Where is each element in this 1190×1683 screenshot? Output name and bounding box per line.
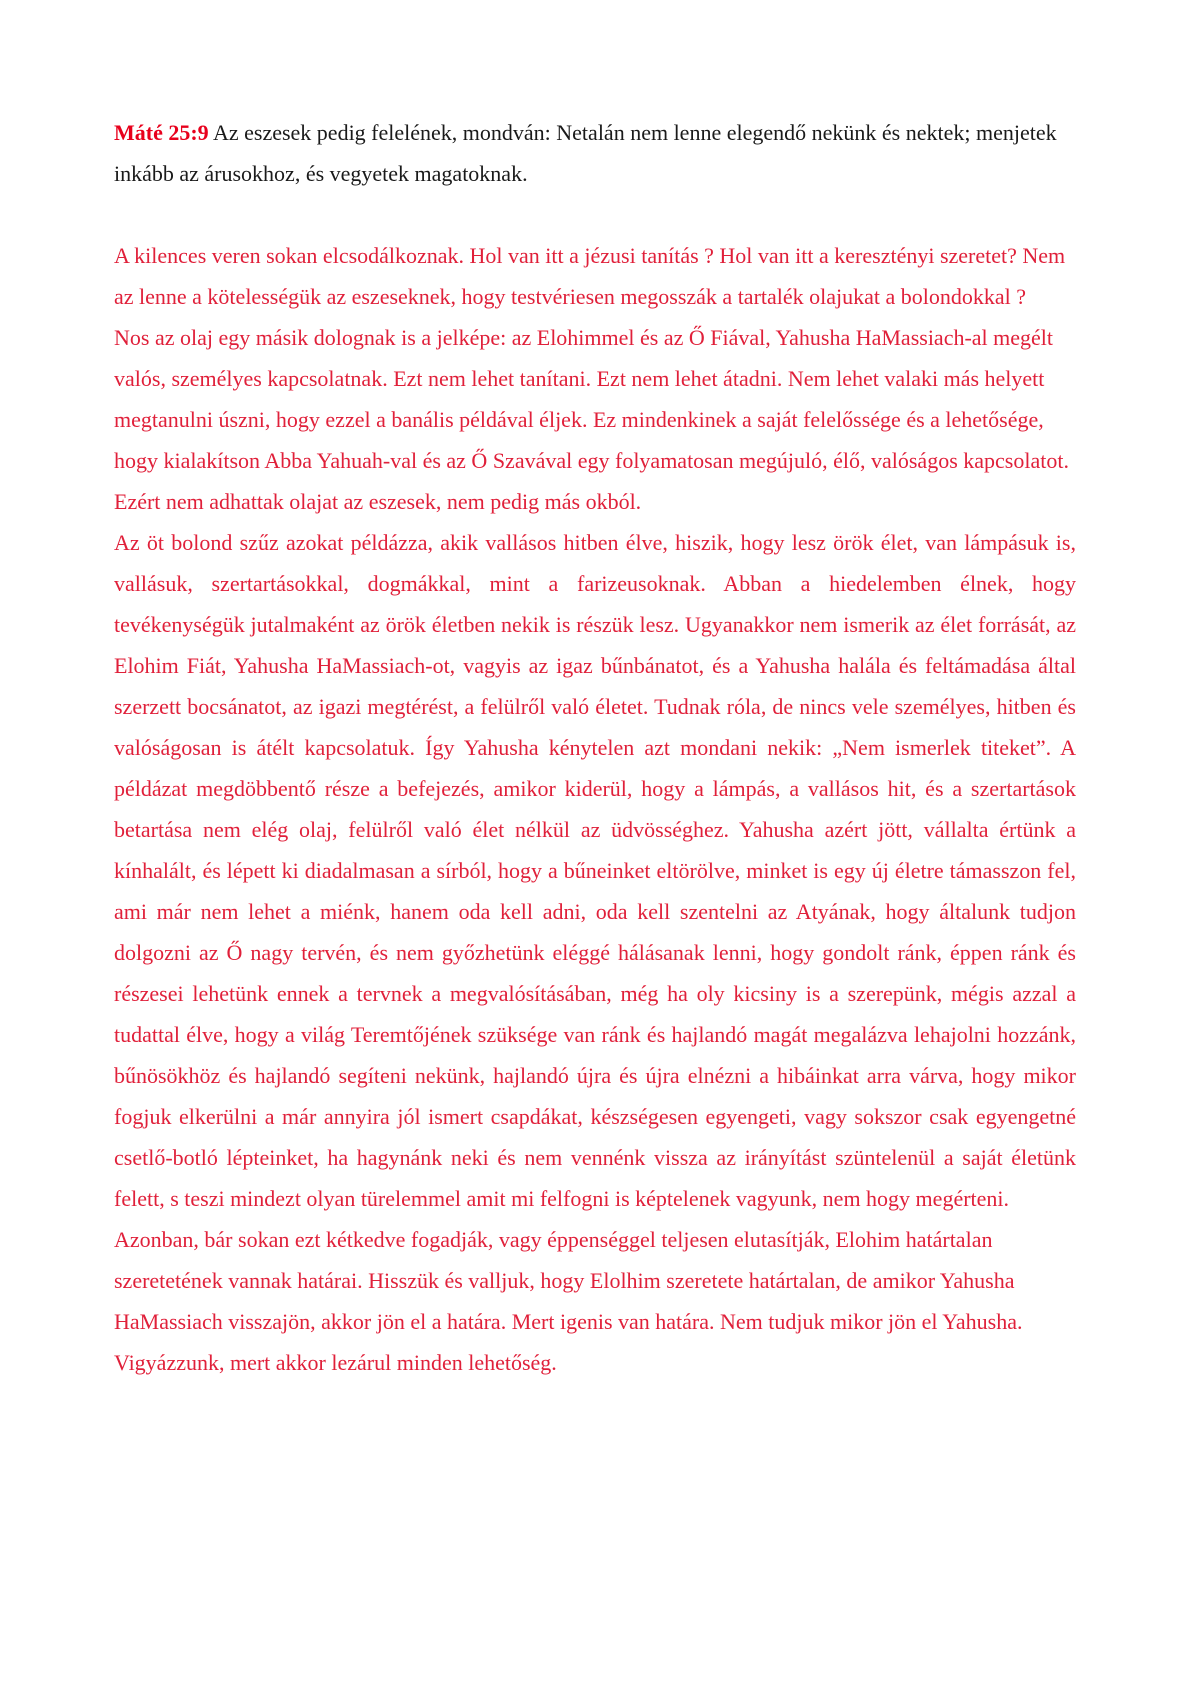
- paragraph-4: Azonban, bár sokan ezt kétkedve fogadják, vagy éppenséggel teljesen elutasítják, Elohim határtalan szeretetének vannak határai. Hisszük és valljuk, hogy Elolhim szeretete határtalan, de amikor Yahusha HaMassiach visszajön, akkor jön el a határa. Mert igenis van határa. Nem tudjuk mikor jön el Yahusha. Vigyázzunk, mert akkor lezárul minden lehetőség.: [114, 1227, 1023, 1375]
- verse-reference: Máté 25:9: [114, 120, 209, 145]
- verse-text: Az eszesek pedig felelének, mondván: Netalán nem lenne elegendő nekünk és nektek; menjetek inkább az árusokhoz, és vegyetek magatoknak.: [114, 120, 1057, 186]
- paragraph-1: A kilences veren sokan elcsodálkoznak. Hol van itt a jézusi tanítás ? Hol van itt a keresztényi szeretet? Nem az lenne a kötelességük az eszeseknek, hogy testvériesen megosszák a tartalék olajukat a bolondokkal ?: [114, 243, 1066, 309]
- document-body: [114, 112, 1076, 1383]
- paragraph-3: Az öt bolond szűz azokat példázza, akik vallásos hitben élve, hiszik, hogy lesz örök élet, van lámpásuk is, vallásuk, szertartásokkal, dogmákkal, mint a farizeusoknak. Abban a hiedelemben élnek, hogy tevékenységük jutalmaként az örök életben nekik is részük lesz. Ugyanakkor nem ismerik az élet forrását, az Elohim Fiát, Yahusha HaMassiach-ot, vagyis az igaz bűnbánatot, és a Yahusha halála és feltámadása által szerzett bocsánatot, az igazi megtérést, a felülről való életet. Tudnak róla, de nincs vele személyes, hitben és valóságosan is átélt kapcsolatuk. Így Yahusha kénytelen azt mondani nekik: „Nem ismerlek titeket”. A példázat megdöbbentő része a befejezés, amikor kiderül, hogy a lámpás, a vallásos hit, és a szertartások betartása nem elég olaj, felülről való élet nélkül az üdvösséghez. Yahusha azért jött, vállalta értünk a kínhalált, és lépett ki diadalmasan a sírból, hogy a bűneinket eltörölve, minket is egy új életre támasszon fel, ami már nem lehet a miénk, hanem oda kell adni, oda kell szentelni az Atyának, hogy általunk tudjon dolgozni az Ő nagy tervén, és nem győzhetünk eléggé hálásanak lenni, hogy gondolt ránk, éppen ránk és részesei lehetünk ennek a tervnek a megvalósításában, még ha oly kicsiny is a szerepünk, mégis azzal a tudattal élve, hogy a világ Teremtőjének szüksége van ránk és hajlandó magát megalázva lehajolni hozzánk, bűnösökhöz és hajlandó segíteni nekünk, hajlandó újra és újra elnézni a hibáinkat arra várva, hogy mikor fogjuk elkerülni a már annyira jól ismert csapdákat, készségesen egyengeti, vagy sokszor csak egyengetné csetlő-botló lépteinket, ha hagynánk neki és nem vennénk vissza az irányítást szüntelenül a saját életünk felett, s teszi mindezt olyan türelemmel amit mi felfogni is képtelenek vagyunk, nem hogy megérteni.: [114, 530, 1076, 1211]
- paragraph-2: Nos az olaj egy másik dolognak is a jelképe: az Elohimmel és az Ő Fiával, Yahusha HaMassiach-al megélt valós, személyes kapcsolatnak. Ezt nem lehet tanítani. Ezt nem lehet átadni. Nem lehet valaki más helyett megtanulni úszni, hogy ezzel a banális példával éljek. Ez mindenkinek a saját felelőssége és a lehetősége, hogy kialakítson Abba Yahuah-val és az Ő Szavával egy folyamatosan megújuló, élő, valóságos kapcsolatot. Ezért nem adhattak olajat az eszesek, nem pedig más okból.: [114, 325, 1069, 514]
- bible-verse: [114, 112, 1076, 194]
- paragraph-gap: [114, 194, 1076, 235]
